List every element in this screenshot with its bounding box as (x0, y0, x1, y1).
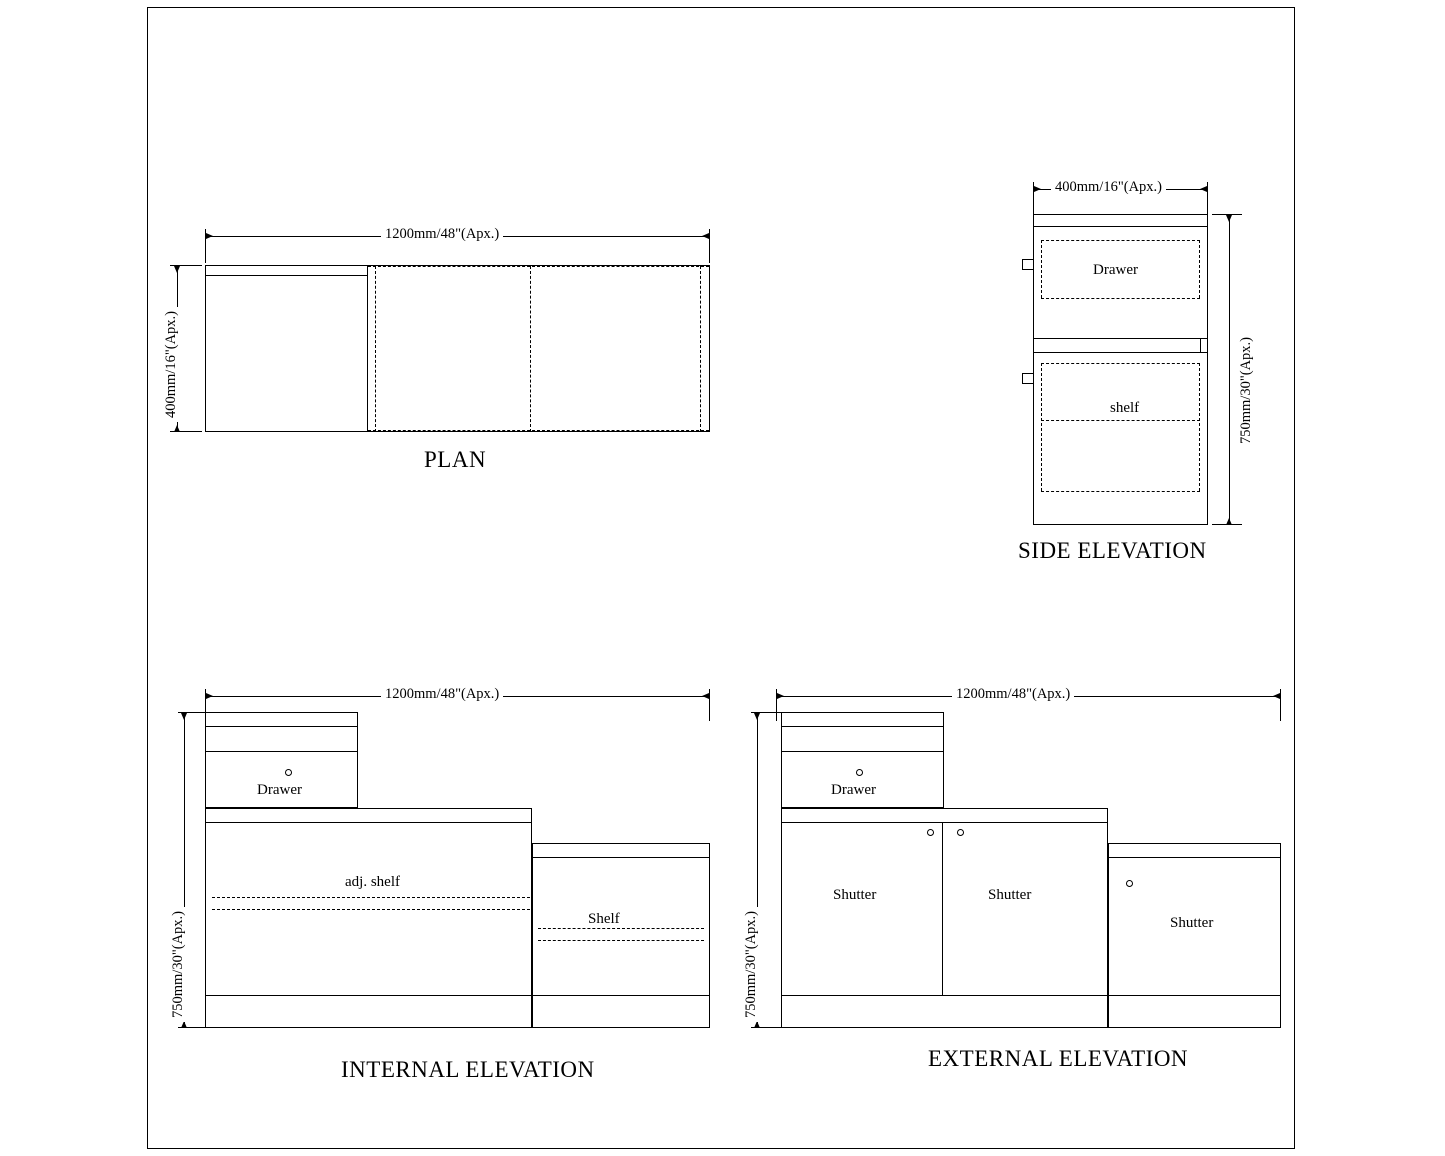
side-width-dim-tick-right (1207, 182, 1208, 214)
internal-right-skirting-line (533, 995, 709, 996)
side-shelf-dash-left (1041, 363, 1042, 491)
external-height-dim-text: 750mm/30"(Apx.) (743, 907, 760, 1022)
side-width-dim-text: 400mm/16"(Apx.) (1051, 179, 1166, 196)
plan-left-block-inner-line (206, 275, 367, 276)
internal-center-counter-line (206, 822, 531, 823)
plan-width-arrow-right (702, 233, 709, 239)
side-drawer-dash-left (1041, 240, 1042, 298)
internal-width-dim-text: 1200mm/48"(Apx.) (381, 686, 503, 703)
side-outline (1033, 214, 1208, 525)
plan-mid-divider-dashed (530, 266, 531, 432)
internal-height-arrow-top (181, 713, 187, 720)
internal-title: INTERNAL ELEVATION (341, 1057, 595, 1082)
external-shutter-right-label: Shutter (1170, 915, 1214, 931)
internal-drawer-knob-icon (285, 769, 292, 776)
plan-width-dim-text: 1200mm/48"(Apx.) (381, 226, 503, 243)
external-drawer-top-line (782, 726, 943, 727)
side-shelf-dash-top (1041, 363, 1200, 364)
internal-right-shelf-label: Shelf (588, 911, 620, 927)
side-drawer-label: Drawer (1093, 262, 1138, 278)
plan-width-dim-tick-right (709, 229, 710, 263)
internal-width-arrow-right (702, 693, 709, 699)
internal-right-shelf-dash-upper (538, 928, 704, 929)
internal-adj-shelf-label: adj. shelf (345, 874, 400, 890)
side-height-arrow-bottom (1226, 518, 1232, 525)
side-shelf-dash-bottom (1041, 491, 1200, 492)
plan-mid-bottom-dashed (368, 430, 709, 431)
external-drawer-second-line (782, 751, 943, 752)
plan-outline (205, 265, 710, 432)
internal-adj-shelf-dash-lower (212, 909, 530, 910)
external-center-counter-line (782, 822, 1107, 823)
external-shutter-right-knob-icon (1126, 880, 1133, 887)
external-shutter-mid-knob-icon (957, 829, 964, 836)
side-width-arrow-right (1200, 186, 1207, 192)
plan-depth-dim-text: 400mm/16"(Apx.) (163, 307, 180, 422)
internal-right-cabinet-outline (532, 843, 710, 1028)
external-center-shutter-divider (942, 822, 943, 995)
external-right-cabinet-outline (1108, 843, 1281, 1028)
internal-right-counter-line (533, 857, 709, 858)
side-counter-top (1034, 338, 1207, 339)
external-width-arrow-right (1273, 693, 1280, 699)
external-width-dim-text: 1200mm/48"(Apx.) (952, 686, 1074, 703)
external-height-arrow-top (754, 713, 760, 720)
internal-width-tick-right (709, 689, 710, 721)
side-counter-right-edge (1200, 338, 1201, 352)
side-counter-bottom (1034, 352, 1207, 353)
side-height-dim-line (1229, 214, 1230, 525)
plan-left-block-divider (367, 265, 368, 432)
external-right-skirting-line (1109, 995, 1280, 996)
side-shutter-handle-icon (1022, 373, 1034, 384)
side-drawer-handle-icon (1022, 259, 1034, 270)
internal-drawer-label: Drawer (257, 782, 302, 798)
side-height-dim-text: 750mm/30"(Apx.) (1238, 333, 1255, 448)
external-title: EXTERNAL ELEVATION (928, 1046, 1189, 1071)
internal-height-arrow-bottom (181, 1021, 187, 1028)
external-width-arrow-left (777, 693, 784, 699)
plan-title: PLAN (424, 447, 487, 472)
plan-depth-arrow-top (174, 266, 180, 273)
external-width-tick-right (1280, 689, 1281, 721)
external-shutter-left-label: Shutter (833, 887, 877, 903)
side-width-arrow-left (1034, 186, 1041, 192)
internal-drawer-second-line (206, 751, 357, 752)
internal-adj-shelf-dash-upper (212, 897, 530, 898)
side-drawer-dash-right (1199, 240, 1200, 298)
side-drawer-dash-bottom (1041, 298, 1200, 299)
internal-width-arrow-left (206, 693, 213, 699)
side-shelf-label: shelf (1110, 400, 1140, 416)
plan-right-edge-dashed (700, 266, 701, 432)
internal-height-dim-text: 750mm/30"(Apx.) (170, 907, 187, 1022)
side-shelf-dash-mid (1041, 420, 1200, 421)
external-center-skirting-line (782, 995, 1107, 996)
plan-width-arrow-left (206, 233, 213, 239)
external-shutter-mid-label: Shutter (988, 887, 1032, 903)
external-shutter-left-knob-icon (927, 829, 934, 836)
side-height-arrow-top (1226, 215, 1232, 222)
plan-mid-top-dashed (368, 266, 709, 267)
internal-drawer-top-line (206, 726, 357, 727)
plan-left-inner-dashed (375, 266, 376, 432)
internal-center-skirting-line (206, 995, 531, 996)
plan-depth-arrow-bottom (174, 425, 180, 432)
external-height-arrow-bottom (754, 1021, 760, 1028)
side-drawer-dash-top (1041, 240, 1200, 241)
external-drawer-knob-icon (856, 769, 863, 776)
side-drawer-top-line (1034, 226, 1207, 227)
external-drawer-label: Drawer (831, 782, 876, 798)
external-right-counter-line (1109, 857, 1280, 858)
side-title: SIDE ELEVATION (1018, 538, 1207, 563)
side-shelf-dash-right (1199, 363, 1200, 491)
internal-right-shelf-dash-lower (538, 940, 704, 941)
